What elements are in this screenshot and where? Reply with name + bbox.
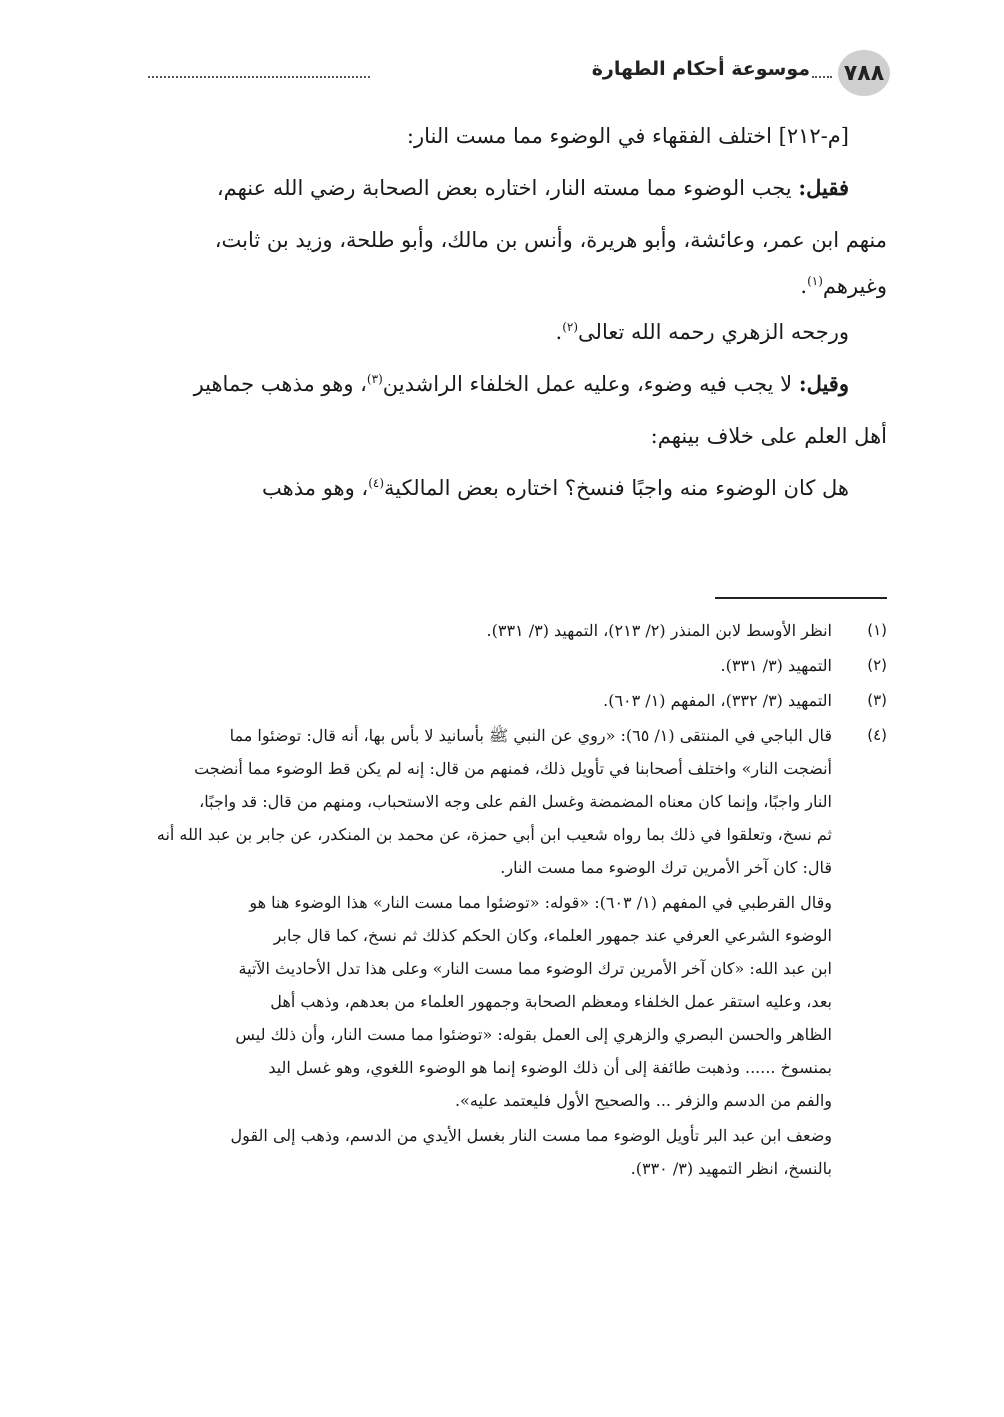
footnote-4 [137, 719, 887, 884]
footnote-1 [137, 614, 887, 647]
footnote-ref-2[interactable]: (٢) [562, 320, 579, 334]
paragraph-second-opinion-cont [139, 410, 887, 462]
text-line: ، وهو مذهب جماهير [193, 372, 367, 396]
footnote-text: قال: كان آخر الأمرين ترك الوضوء مما مست النار. [500, 858, 832, 877]
footnote-text: ابن عبد الله: «كان آخر الأمرين ترك الوضوء مما مست النار» وعلى هذا تدل الأحاديث الآتية [238, 959, 832, 978]
header-dots-right [812, 76, 832, 78]
footnote-text: بعد، وعليه استقر عمل الخلفاء ومعظم الصحابة وجمهور العلماء من بعدهم، وذهب أهل [270, 992, 832, 1011]
text-line: منهم ابن عمر، وعائشة، وأبو هريرة، وأنس بن مالك، وأبو طلحة، وزيد بن ثابت، [214, 228, 887, 252]
footnote-number: (٤) [867, 726, 887, 744]
page-number: ٧٨٨ [843, 60, 885, 86]
footnote-ref-3[interactable]: (٣) [366, 372, 383, 386]
text-line: لا يجب فيه وضوء، وعليه عمل الخلفاء الراشدين [382, 372, 793, 396]
footnote-number: (٣) [867, 691, 887, 709]
text-line: هل كان الوضوء منه واجبًا فنسخ؟ اختاره بعض المالكية [384, 476, 849, 500]
paragraph-second-opinion [139, 358, 887, 410]
text-line: وغيرهم [822, 274, 887, 298]
lead-word: وقيل: [798, 371, 849, 396]
footnote-text: بالنسخ، انظر التمهيد (٣/ ٣٣٠). [630, 1159, 832, 1178]
footnote-text: الوضوء الشرعي العرفي عند جمهور العلماء، وكان الحكم كذلك ثم نسخ، كما قال جابر [273, 926, 832, 945]
footnote-text: الظاهر والحسن البصري والزهري إلى العمل بقوله: «توضئوا مما مست النار، وأن ذلك ليس [235, 1025, 832, 1044]
footnote-3 [137, 684, 887, 717]
lead-word: فقيل: [798, 175, 849, 200]
footnote-4-qurtubi [137, 886, 887, 1117]
page-number-badge [838, 50, 890, 96]
text-line: ، وهو مذهب [262, 476, 369, 500]
footnote-text: وضعف ابن عبد البر تأويل الوضوء مما مست النار بغسل الأيدي من الدسم، وذهب إلى القول [230, 1126, 832, 1145]
footnote-text: والفم من الدسم والزفر ... والصحيح الأول فليعتمد عليه». [454, 1091, 832, 1110]
intro-line: [م-٢١٢] اختلف الفقهاء في الوضوء مما مست النار: [406, 124, 849, 148]
footnotes [137, 612, 887, 1185]
main-text [139, 110, 887, 514]
footnote-ref-4[interactable]: (٤) [368, 476, 385, 490]
footnote-ref-1[interactable]: (١) [807, 274, 823, 288]
footnote-text: التمهيد (٣/ ٣٣١). [720, 656, 832, 675]
header-dots-left [148, 76, 370, 78]
text-line: أهل العلم على خلاف بينهم: [650, 424, 887, 448]
page-header [140, 50, 890, 100]
footnote-2 [137, 649, 887, 682]
footnote-text: ثم نسخ، وتعلقوا في ذلك بما رواه شعيب ابن أبي حمزة، عن محمد بن المنكدر، عن جابر بن عبد الله أنه [156, 825, 832, 844]
paragraph-first-opinion-cont [139, 214, 887, 266]
footnote-4-ibn-abd-al-barr [137, 1119, 887, 1185]
footnote-text: قال الباجي في المنتقى (١/ ٦٥): «روي عن النبي ﷺ بأسانيد لا بأس بها، أنه قال: توضئوا مما [229, 726, 832, 745]
footnote-text: التمهيد (٣/ ٣٣٢)، المفهم (١/ ٦٠٣). [603, 691, 832, 710]
footnote-number: (١) [867, 621, 887, 639]
text-line: ورجحه الزهري رحمه الله تعالى [578, 320, 849, 344]
book-title: موسوعة أحكام الطهارة [591, 58, 810, 80]
footnote-separator [715, 597, 887, 599]
paragraph-first-opinion [139, 162, 887, 214]
footnote-text: أنضجت النار» واختلف أصحابنا في تأويل ذلك، فمنهم من قال: إنه لم يكن قط الوضوء مما أنضجت [194, 759, 832, 778]
paragraph-first-opinion-end: وغيرهم$^{(١)}$. [800, 274, 887, 298]
text-line: يجب الوضوء مما مسته النار، اختاره بعض الصحابة رضي الله عنهم، [216, 176, 792, 200]
paragraph-abrogation [139, 462, 887, 514]
footnote-text: بمنسوخ ...... وذهبت طائفة إلى أن ذلك الوضوء إنما هو الوضوء اللغوي، وهو غسل اليد [268, 1058, 832, 1077]
footnote-text: وقال القرطبي في المفهم (١/ ٦٠٣): «قوله: «توضئوا مما مست النار» هذا الوضوء هنا هو [249, 893, 832, 912]
paragraph-intro [139, 110, 887, 162]
paragraph-zuhri: ورجحه الزهري رحمه الله تعالى$^{(٢)}$. [555, 320, 849, 344]
footnote-number: (٢) [867, 656, 887, 674]
footnote-text: النار واجبًا، وإنما كان معناه المضمضة وغسل الفم على وجه الاستحباب، ومنهم من قال: قد واجبًا، [199, 792, 832, 811]
footnote-text: انظر الأوسط لابن المنذر (٢/ ٢١٣)، التمهيد (٣/ ٣٣١). [486, 621, 832, 640]
